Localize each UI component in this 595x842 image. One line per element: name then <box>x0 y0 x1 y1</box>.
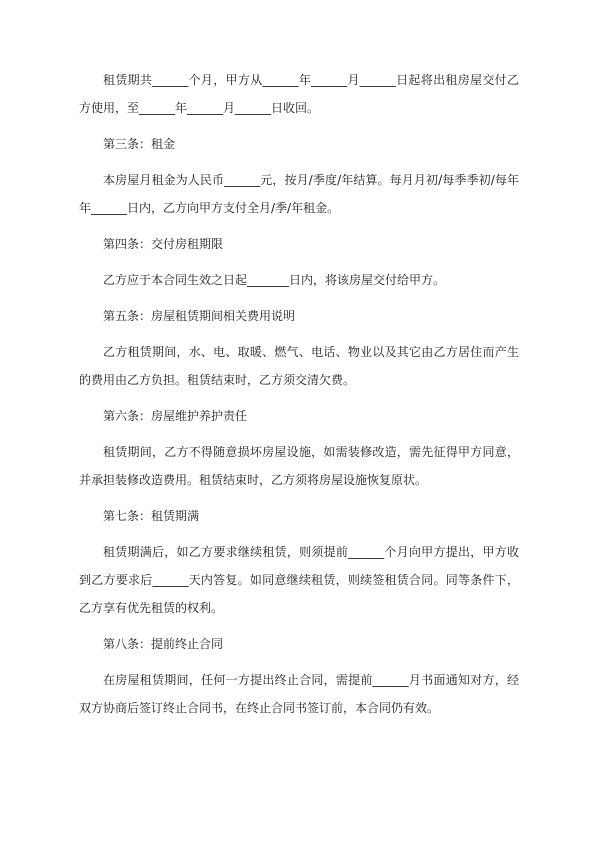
section-heading-lease-expiry: 第七条：租赁期满 <box>103 509 200 523</box>
section-heading-delivery-deadline: 第四条：交付房租期限 <box>103 237 224 251</box>
paragraph-maintenance: 租赁期间，乙方不得随意损坏房屋设施，如需装修改造，需先征得甲方同意，并承担装修改造费用。租赁结束时，乙方须将房屋设施恢复原状。 <box>79 445 519 487</box>
paragraph-lease-term: 租赁期共______个月，甲方从______年______月______日起将出租房屋交付乙方使用，至______年______月______日收回。 <box>79 73 519 115</box>
paragraph-early-termination: 在房屋租赁期间，任何一方提出终止合同，需提前______月书面通知对方，经双方协商后签订终止合同书，在终止合同书签订前，本合同仍有效。 <box>79 673 519 715</box>
paragraph-lease-expiry: 租赁期满后，如乙方要求继续租赁，则须提前______个月向甲方提出，甲方收到乙方要求后______天内答复。如同意继续租赁，则续签租赁合同。同等条件下，乙方享有优先租赁的权利。 <box>79 545 519 615</box>
document-page <box>79 66 519 730</box>
section-heading-rent: 第三条：租金 <box>103 137 176 151</box>
section-heading-early-termination: 第八条：提前终止合同 <box>103 637 224 651</box>
paragraph-delivery-deadline: 乙方应于本合同生效之日起_______日内，将该房屋交付给甲方。 <box>103 273 446 287</box>
section-heading-expenses: 第五条：房屋租赁期间相关费用说明 <box>103 309 296 323</box>
paragraph-rent: 本房屋月租金为人民币______元，按月/季度/年结算。每月月初/每季季初/每年年______日内，乙方向甲方支付全月/季/年租金。 <box>79 173 519 215</box>
paragraph-expenses: 乙方租赁期间，水、电、取暖、燃气、电话、物业以及其它由乙方居住而产生的费用由乙方负担。租赁结束时，乙方须交清欠费。 <box>79 345 519 387</box>
section-heading-maintenance: 第六条：房屋维护养护责任 <box>103 409 248 423</box>
